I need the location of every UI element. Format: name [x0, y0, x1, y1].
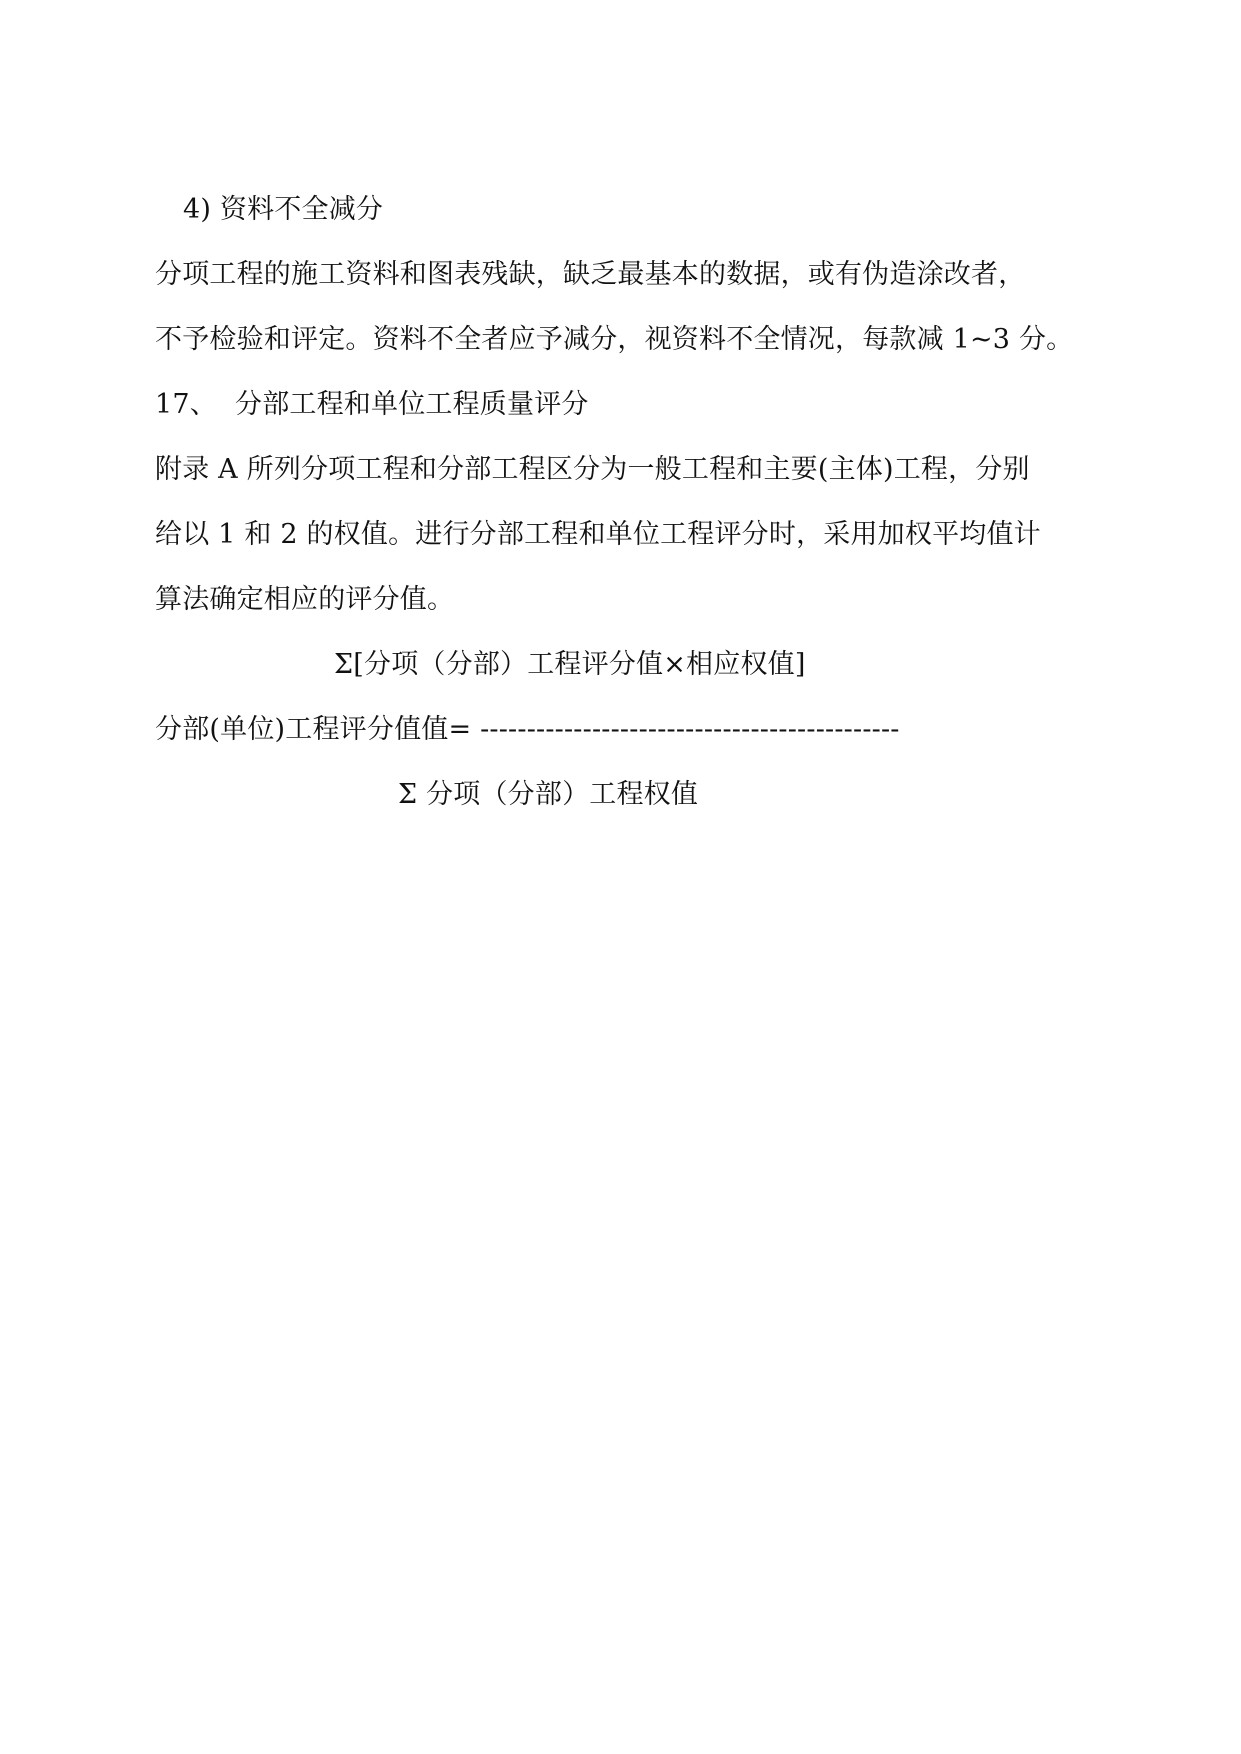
paragraph-2-line-2: 给以 1 和 2 的权值。进行分部工程和单位工程评分时，采用加权平均值计: [155, 519, 1041, 550]
formula-denominator: Σ 分项（分部）工程权值: [398, 779, 699, 810]
section-17-heading: [155, 387, 589, 423]
formula-lhs-fraction-bar: 分部(单位)工程评分值值= ---------------------------------------------: [155, 714, 900, 745]
paragraph-2-line-1: 附录 A 所列分项工程和分部工程区分为一般工程和主要(主体)工程，分别: [155, 454, 1030, 485]
formula-numerator: Σ[分项（分部）工程评分值×相应权值]: [334, 649, 806, 680]
section-17-title: 分部工程和单位工程质量评分: [235, 389, 589, 420]
paragraph-1-line-1: 分项工程的施工资料和图表残缺，缺乏最基本的数据，或有伪造涂改者，: [155, 259, 1026, 290]
item-4-heading: 4) 资料不全减分: [183, 194, 384, 225]
paragraph-2-line-3: 算法确定相应的评分值。: [155, 584, 455, 615]
section-17-number: 17、: [155, 389, 217, 420]
paragraph-1-line-2: 不予检验和评定。资料不全者应予减分，视资料不全情况，每款减 1~3 分。: [155, 324, 1074, 355]
